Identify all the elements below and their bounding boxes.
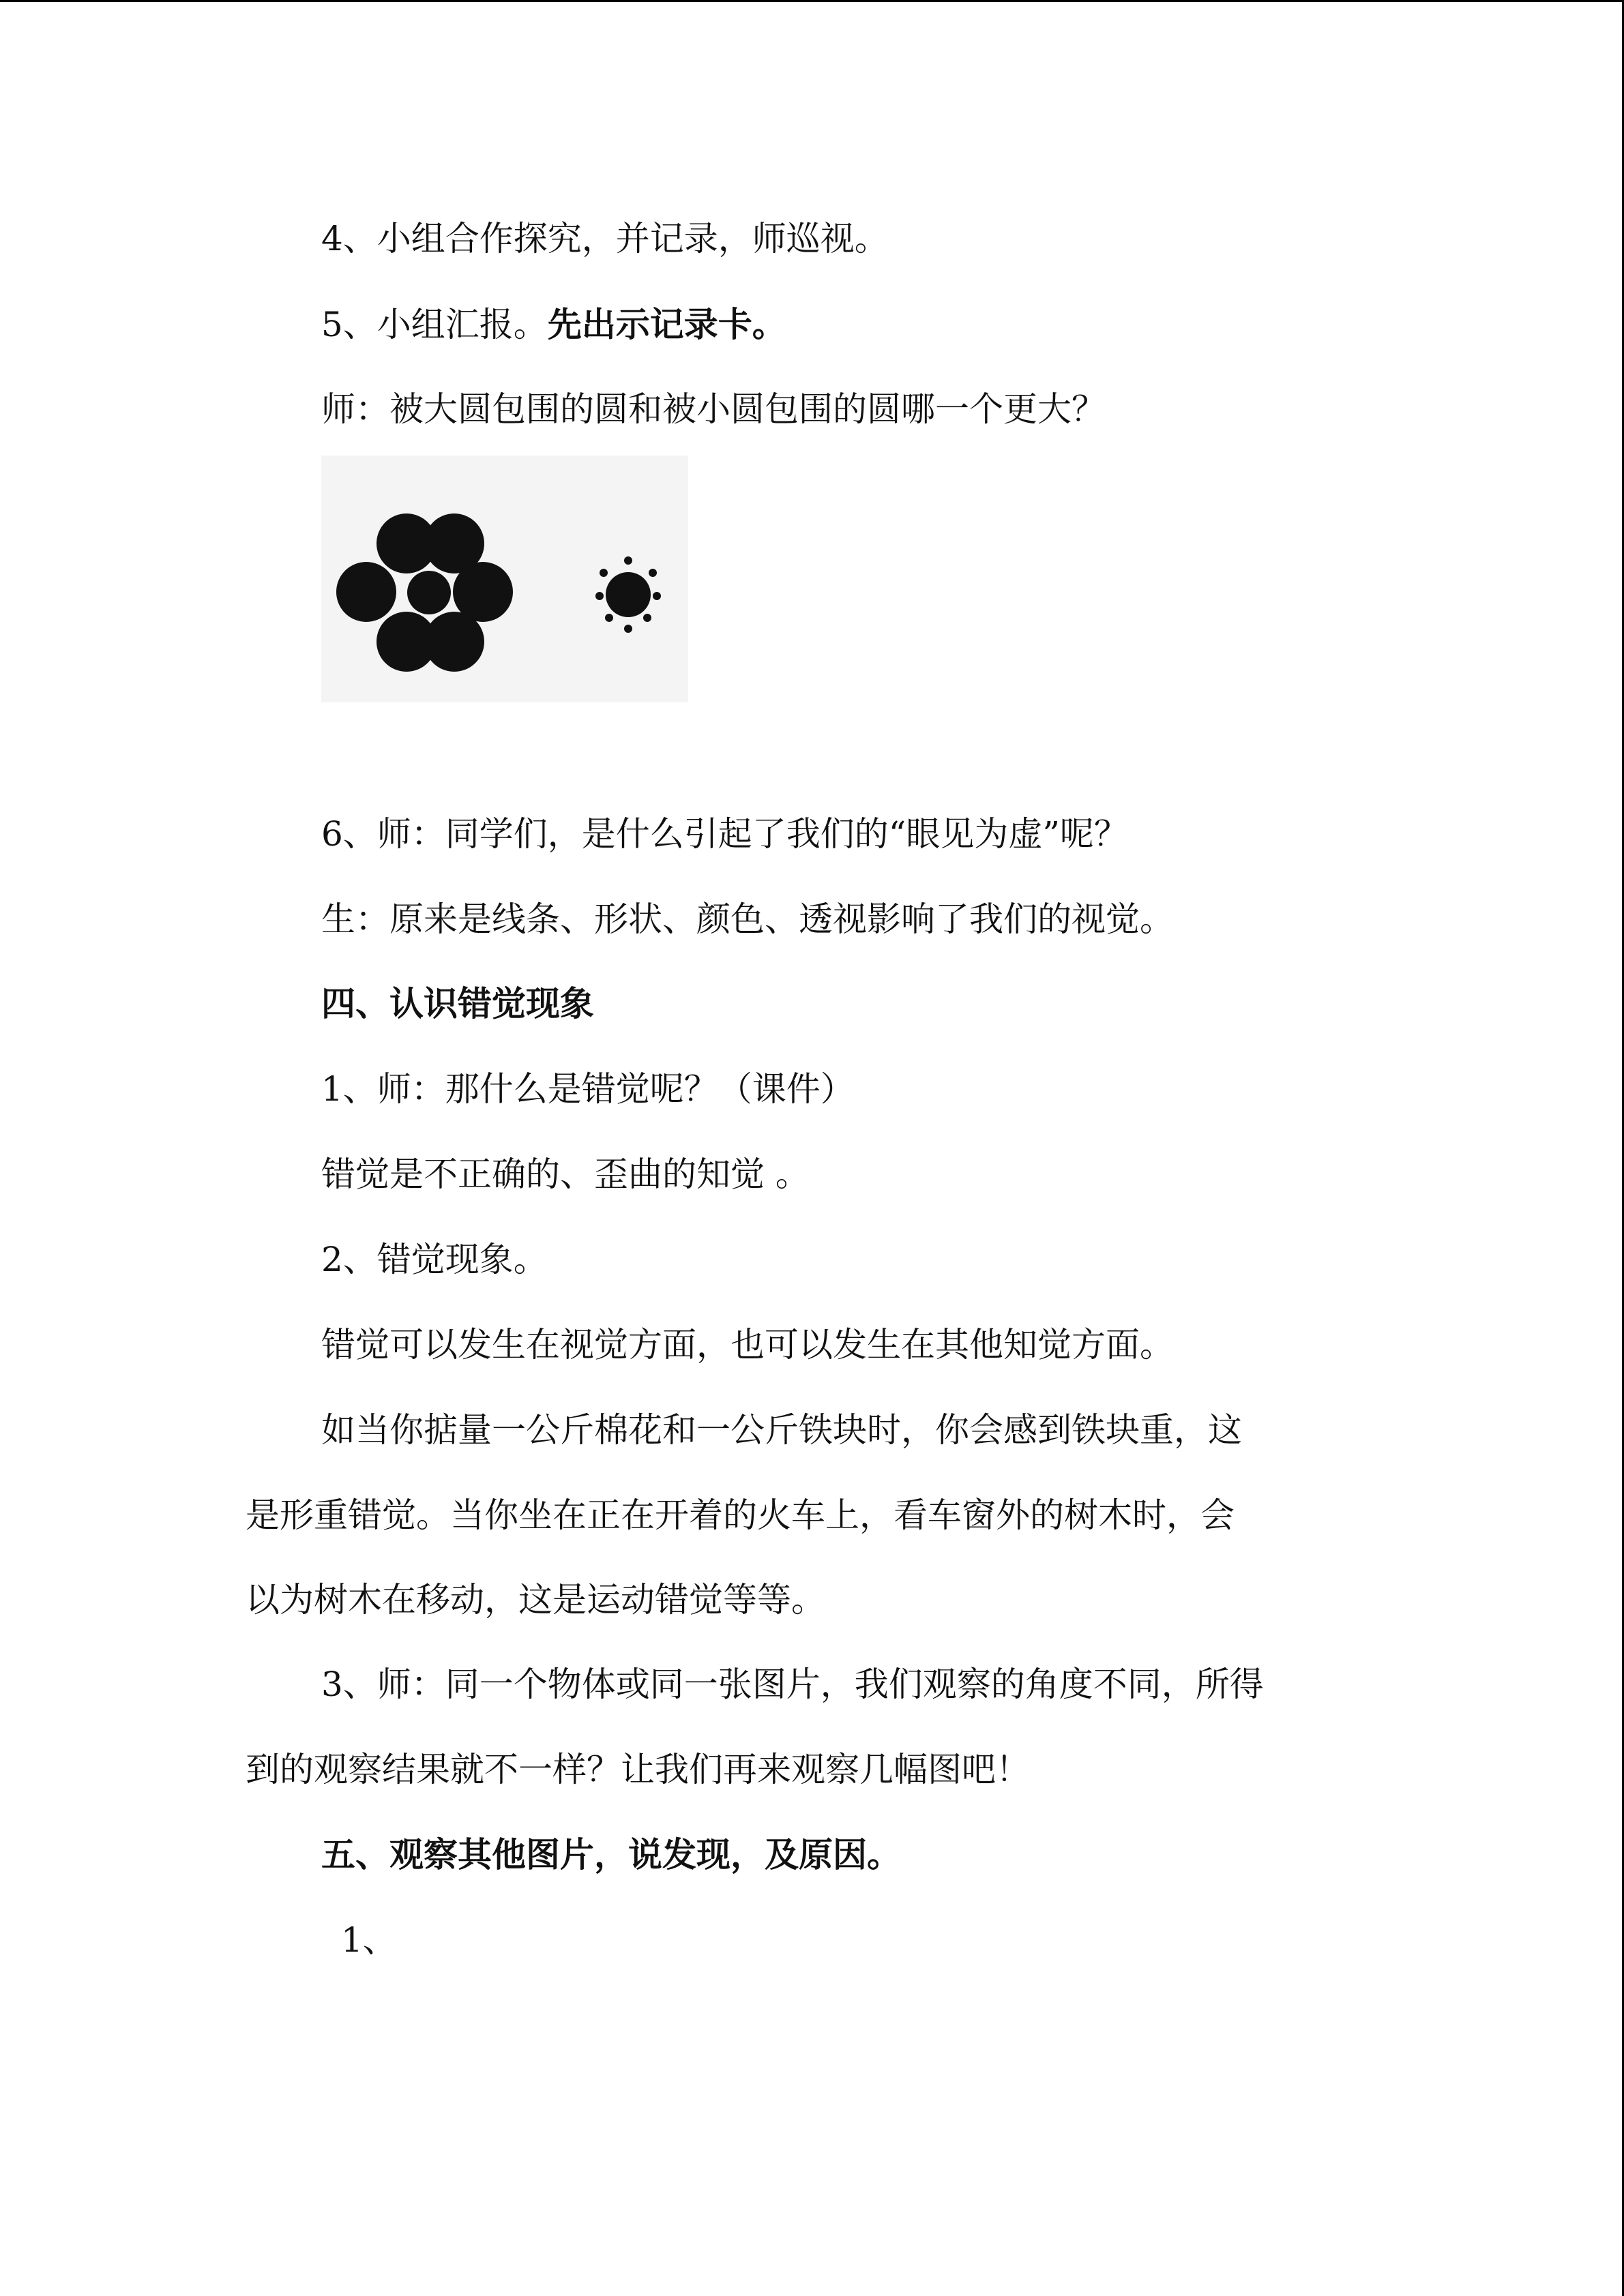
step-5-bold: 先出示记录卡。	[547, 305, 786, 344]
item-2-text: 2、错觉现象。	[321, 1240, 548, 1279]
item-3-line-2: 到的观察结果就不一样？让我们再来观察几幅图吧！	[246, 1750, 1030, 1789]
center-circle-left	[407, 571, 451, 614]
ebbinghaus-illusion-svg	[321, 456, 688, 702]
small-surround-dot	[605, 614, 613, 622]
large-surround-group	[336, 513, 513, 672]
small-surround-dot	[595, 592, 604, 600]
small-surround-dot	[653, 592, 661, 600]
paragraph-line-3: 以为树木在移动，这是运动错觉等等。	[246, 1580, 825, 1620]
large-surround-circle	[336, 562, 396, 622]
section-5-item-1: 1、	[341, 1920, 397, 1960]
small-surround-dot	[624, 556, 632, 565]
small-surround-group	[595, 556, 661, 633]
large-surround-circle	[377, 612, 437, 672]
section-4-heading: 四、认识错觉现象	[321, 984, 594, 1024]
section-5-heading: 五、观察其他图片，说发现，及原因。	[321, 1835, 901, 1875]
item-1-text: 1、师：那什么是错觉呢？（课件）	[321, 1069, 855, 1109]
illusion-scope-text: 错觉可以发生在视觉方面，也可以发生在其他知觉方面。	[321, 1325, 1174, 1365]
small-surround-dot	[624, 625, 632, 633]
small-surround-dot	[643, 614, 651, 622]
illusion-definition: 错觉是不正确的、歪曲的知觉 。	[321, 1154, 810, 1194]
step-6-text: 6、师：同学们，是什么引起了我们的“眼见为虚”呢？	[321, 814, 1128, 854]
ebbinghaus-illusion-figure	[321, 456, 688, 702]
paragraph-line-2: 是形重错觉。当你坐在正在开着的火车上，看车窗外的树木时，会	[246, 1495, 1235, 1535]
item-3-line-1: 3、师：同一个物体或同一张图片，我们观察的角度不同，所得	[321, 1665, 1264, 1704]
step-4-text: 4、小组合作探究，并记录，师巡视。	[321, 219, 889, 258]
step-5-label: 5、小组汇报。	[321, 305, 548, 344]
step-5-text	[321, 304, 786, 345]
small-surround-dot	[600, 569, 608, 577]
small-surround-dot	[649, 569, 657, 577]
teacher-question: 师：被大圆包围的圆和被小圆包围的圆哪一个更大？	[321, 389, 1106, 429]
page-top-border	[0, 0, 1624, 2]
student-answer: 生：原来是线条、形状、颜色、透视影响了我们的视觉。	[321, 899, 1174, 939]
paragraph-line-1: 如当你掂量一公斤棉花和一公斤铁块时，你会感到铁块重，这	[321, 1410, 1242, 1450]
center-circle-right	[606, 572, 651, 617]
